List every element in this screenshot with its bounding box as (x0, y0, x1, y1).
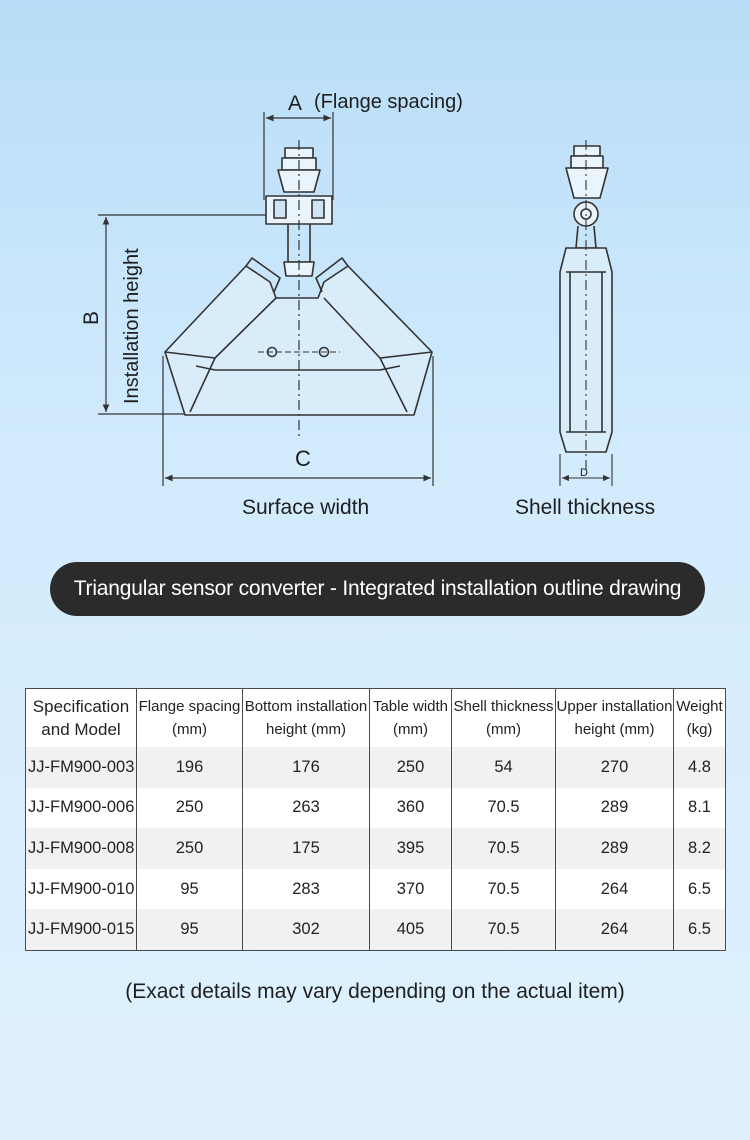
header-table-width: Table width (mm) (370, 689, 452, 748)
table-row (26, 909, 726, 950)
cell-model: JJ-FM900-003 (26, 747, 137, 788)
cell: 250 (137, 828, 243, 869)
table-row (26, 869, 726, 910)
table-row (26, 828, 726, 869)
outline-drawing (0, 0, 750, 540)
cell: 289 (556, 828, 674, 869)
cell: 176 (243, 747, 370, 788)
cell: 8.2 (674, 828, 726, 869)
cell: 250 (370, 747, 452, 788)
header-upper-height: Upper installation height (mm) (556, 689, 674, 748)
cell: 370 (370, 869, 452, 910)
cell: 264 (556, 909, 674, 950)
cell: 4.8 (674, 747, 726, 788)
label-c: C (295, 446, 311, 471)
cell: 250 (137, 788, 243, 829)
cell-model: JJ-FM900-008 (26, 828, 137, 869)
label-d: D (580, 467, 588, 479)
title-banner: Triangular sensor converter - Integrated installation outline drawing (50, 562, 705, 616)
cell: 263 (243, 788, 370, 829)
cell: 360 (370, 788, 452, 829)
label-b: B (80, 310, 103, 325)
cell: 54 (452, 747, 556, 788)
cell: 70.5 (452, 788, 556, 829)
label-a-desc: (Flange spacing) (314, 91, 463, 113)
header-model: Specification and Model (26, 689, 137, 748)
cell: 196 (137, 747, 243, 788)
label-d-desc: Shell thickness (515, 496, 656, 519)
cell: 70.5 (452, 909, 556, 950)
spec-table (25, 688, 726, 951)
cell: 395 (370, 828, 452, 869)
cell: 6.5 (674, 869, 726, 910)
cell: 70.5 (452, 828, 556, 869)
table-row (26, 788, 726, 829)
cell: 405 (370, 909, 452, 950)
cell: 302 (243, 909, 370, 950)
disclaimer-note: (Exact details may vary depending on the actual item) (125, 980, 625, 1003)
header-bottom-height: Bottom installation height (mm) (243, 689, 370, 748)
label-c-desc: Surface width (242, 496, 370, 519)
label-b-desc: Installation height (121, 248, 143, 404)
label-a: A (288, 92, 303, 115)
cell: 264 (556, 869, 674, 910)
header-flange-spacing: Flange spacing (mm) (137, 689, 243, 748)
cell: 289 (556, 788, 674, 829)
cell-model: JJ-FM900-010 (26, 869, 137, 910)
cell: 175 (243, 828, 370, 869)
cell: 95 (137, 869, 243, 910)
header-shell-thickness: Shell thickness (mm) (452, 689, 556, 748)
cell: 70.5 (452, 869, 556, 910)
cell-model: JJ-FM900-015 (26, 909, 137, 950)
cell: 283 (243, 869, 370, 910)
cell-model: JJ-FM900-006 (26, 788, 137, 829)
header-weight: Weight (kg) (674, 689, 726, 748)
cell: 270 (556, 747, 674, 788)
table-row (26, 747, 726, 788)
table-header-row (26, 689, 726, 748)
cell: 8.1 (674, 788, 726, 829)
cell: 95 (137, 909, 243, 950)
cell: 6.5 (674, 909, 726, 950)
